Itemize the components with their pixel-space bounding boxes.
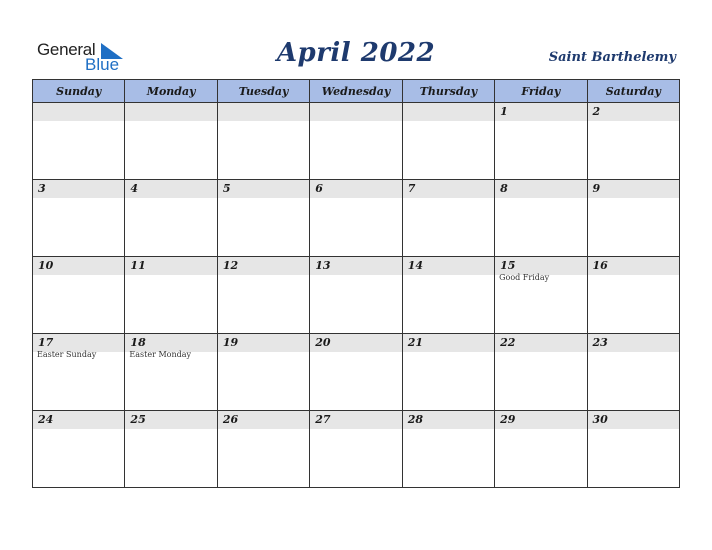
- day-cell: [217, 334, 309, 411]
- day-number-bar: [495, 180, 586, 198]
- day-number-bar: [403, 180, 494, 198]
- day-number-bar: [403, 334, 494, 352]
- day-number-bar: [403, 257, 494, 275]
- day-cell: [33, 411, 125, 488]
- day-number-bar: [588, 103, 679, 121]
- day-cell: [217, 180, 309, 257]
- day-cell: [33, 257, 125, 334]
- day-number: 17: [38, 336, 54, 349]
- day-number-bar: [588, 334, 679, 352]
- week-row: [33, 411, 680, 488]
- day-cell: [587, 180, 679, 257]
- day-number: 23: [592, 336, 608, 349]
- day-number: 2: [592, 105, 601, 118]
- weekday-header: Wednesday: [310, 80, 402, 103]
- day-cell: [33, 180, 125, 257]
- day-number: 16: [592, 259, 608, 272]
- day-number: 10: [38, 259, 54, 272]
- day-number-bar: [218, 334, 309, 352]
- day-number-bar: [588, 411, 679, 429]
- weekday-header: Tuesday: [217, 80, 309, 103]
- day-cell: [402, 411, 494, 488]
- day-number-bar: [310, 411, 401, 429]
- day-number: 14: [407, 259, 423, 272]
- calendar-title: April 2022: [276, 38, 436, 68]
- day-cell: [310, 257, 402, 334]
- day-number: 21: [407, 336, 423, 349]
- day-number-bar: [125, 180, 216, 198]
- day-cell: [217, 257, 309, 334]
- day-number: 25: [130, 413, 146, 426]
- day-number-bar: [218, 180, 309, 198]
- day-number: 27: [315, 413, 331, 426]
- day-number-bar: [125, 411, 216, 429]
- day-number-bar: [33, 103, 124, 121]
- day-number-bar: [125, 257, 216, 275]
- day-cell: [217, 103, 309, 180]
- day-cell: [587, 411, 679, 488]
- day-cell: [217, 411, 309, 488]
- day-number-bar: [495, 334, 586, 352]
- day-number-bar: [310, 257, 401, 275]
- weekday-header: Saturday: [587, 80, 679, 103]
- day-cell: [310, 103, 402, 180]
- day-cell: [587, 334, 679, 411]
- logo-word-blue: Blue: [85, 55, 120, 74]
- day-number-bar: [495, 411, 586, 429]
- day-cell: [310, 180, 402, 257]
- day-number: 5: [222, 182, 231, 195]
- day-number: 9: [592, 182, 601, 195]
- day-cell: [33, 334, 125, 411]
- day-number: 1: [500, 105, 508, 118]
- week-row: [33, 180, 680, 257]
- day-cell: [125, 257, 217, 334]
- day-cell: [495, 411, 587, 488]
- day-cell: [402, 180, 494, 257]
- day-number: 20: [315, 336, 331, 349]
- country-name: Saint Barthelemy: [548, 50, 676, 65]
- day-number-bar: [33, 411, 124, 429]
- day-number: 7: [407, 182, 416, 195]
- day-number-bar: [588, 180, 679, 198]
- day-number-bar: [403, 411, 494, 429]
- day-cell: [125, 411, 217, 488]
- day-number: 26: [222, 413, 239, 426]
- weekday-header: Friday: [495, 80, 587, 103]
- day-cell: [402, 334, 494, 411]
- logo-word-general: General: [37, 40, 96, 59]
- week-row: [33, 257, 680, 334]
- day-cell: [125, 334, 217, 411]
- day-number: 8: [500, 182, 508, 195]
- day-number: 24: [38, 413, 54, 426]
- day-number-bar: [310, 180, 401, 198]
- day-cell: [402, 103, 494, 180]
- day-number-bar: [588, 257, 679, 275]
- day-cell: [495, 103, 587, 180]
- day-number: 3: [38, 182, 46, 195]
- day-number: 15: [500, 259, 516, 272]
- day-number: 13: [315, 259, 331, 272]
- week-row: [33, 103, 680, 180]
- day-number: 6: [315, 182, 323, 195]
- calendar-grid: [32, 79, 680, 488]
- holiday-label: Easter Sunday: [37, 350, 97, 359]
- day-number: 18: [130, 336, 146, 349]
- day-cell: [495, 257, 587, 334]
- day-number-bar: [218, 411, 309, 429]
- holiday-label: Easter Monday: [129, 350, 192, 359]
- holiday-label: Good Friday: [499, 273, 550, 282]
- day-number: 4: [130, 182, 139, 195]
- day-cell: [587, 103, 679, 180]
- day-number-bar: [310, 334, 401, 352]
- day-number: 22: [500, 336, 516, 349]
- day-cell: [495, 180, 587, 257]
- day-cell: [310, 411, 402, 488]
- day-number-bar: [33, 180, 124, 198]
- weekday-header: Sunday: [33, 80, 125, 103]
- day-number-bar: [33, 257, 124, 275]
- weekday-header-row: [33, 80, 680, 103]
- day-number-bar: [403, 103, 494, 121]
- day-number: 19: [222, 336, 239, 349]
- weekday-header: Thursday: [402, 80, 494, 103]
- day-cell: [125, 180, 217, 257]
- day-cell: [587, 257, 679, 334]
- day-cell: [402, 257, 494, 334]
- week-row: [33, 334, 680, 411]
- day-number-bar: [310, 103, 401, 121]
- day-cell: [495, 334, 587, 411]
- day-number-bar: [495, 103, 586, 121]
- day-cell: [310, 334, 402, 411]
- day-number-bar: [218, 103, 309, 121]
- day-number-bar: [125, 103, 216, 121]
- day-cell: [125, 103, 217, 180]
- day-number: 28: [407, 413, 423, 426]
- day-number: 12: [222, 259, 239, 272]
- day-number: 29: [500, 413, 516, 426]
- day-number: 30: [592, 413, 608, 426]
- weekday-header: Monday: [125, 80, 217, 103]
- day-number: 11: [130, 259, 146, 272]
- day-number-bar: [218, 257, 309, 275]
- day-cell: [33, 103, 125, 180]
